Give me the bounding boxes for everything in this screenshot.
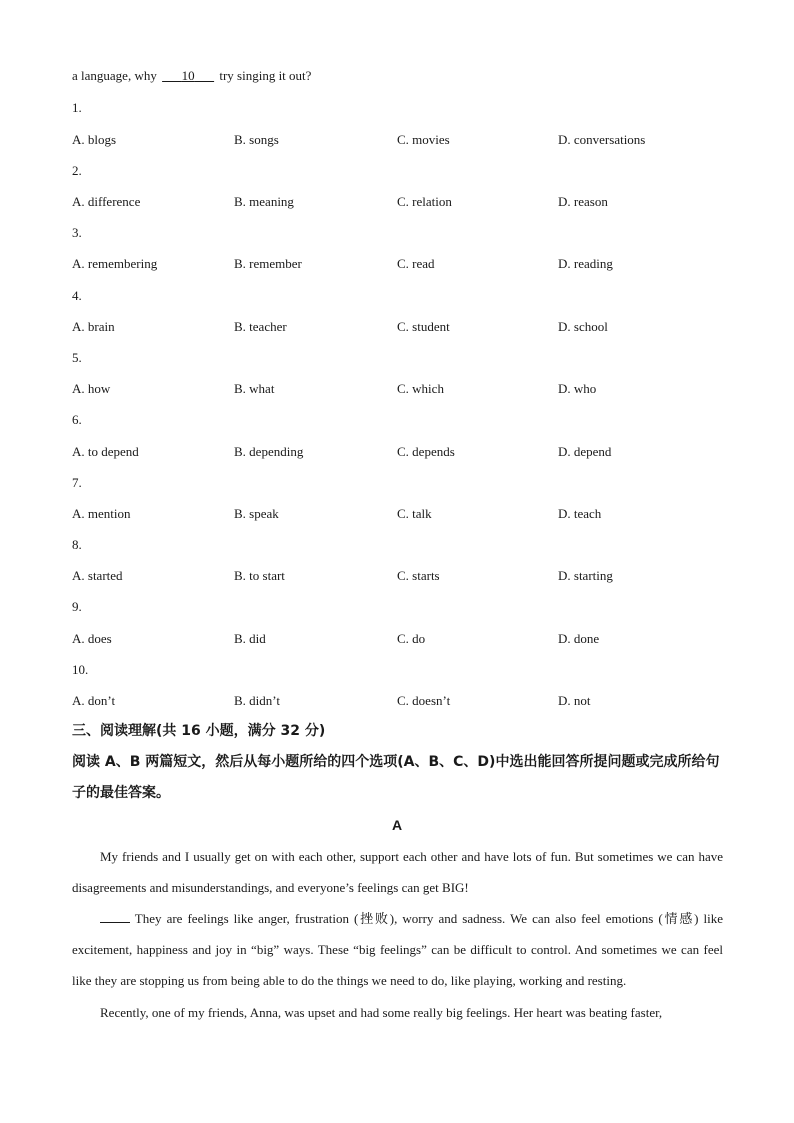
options-row	[72, 381, 752, 397]
question-number: 3.	[72, 225, 82, 240]
options-row	[72, 693, 752, 709]
option-c: C. starts	[397, 568, 440, 583]
option-a: A. mention	[72, 506, 131, 521]
option-a: A. blogs	[72, 132, 117, 147]
option-c: C. talk	[397, 506, 432, 521]
option-c: C. depends	[397, 444, 455, 459]
passage-paragraph-3: Recently, one of my friends, Anna, was upset and had some really big feelings. Her heart was beating faster,	[100, 1005, 663, 1020]
option-d: D. who	[558, 381, 597, 396]
question-number: 2.	[72, 163, 82, 178]
intro-after: try singing it out?	[216, 68, 312, 83]
option-d: D. teach	[558, 506, 602, 521]
option-d: D. done	[558, 631, 600, 646]
intro-line	[72, 68, 311, 84]
option-d: D. reason	[558, 194, 608, 209]
option-b: B. didn’t	[234, 693, 280, 708]
option-b: B. did	[234, 631, 266, 646]
option-b: B. what	[234, 381, 275, 396]
passage-paragraph-1: My friends and I usually get on with each other, support each other and have lots of fun. But sometimes we can have disagreements and misunderstandings, and everyone’s feelings can get BIG!	[72, 849, 723, 895]
question-number: 7.	[72, 475, 82, 490]
option-a: A. started	[72, 568, 123, 583]
option-c: C. student	[397, 319, 450, 334]
option-c: C. relation	[397, 194, 452, 209]
option-c: C. doesn’t	[397, 693, 451, 708]
options-row	[72, 444, 752, 460]
answer-blank	[100, 910, 130, 923]
blank-10: 10	[181, 68, 195, 83]
question-number: 9.	[72, 599, 82, 614]
options-row	[72, 319, 752, 335]
options-row	[72, 568, 752, 584]
option-b: B. remember	[234, 256, 302, 271]
option-a: A. don’t	[72, 693, 116, 708]
options-row	[72, 256, 752, 272]
option-a: A. remembering	[72, 256, 158, 271]
question-number: 6.	[72, 412, 82, 427]
option-a: A. does	[72, 631, 112, 646]
option-a: A. difference	[72, 194, 141, 209]
option-c: C. read	[397, 256, 435, 271]
option-c: C. movies	[397, 132, 450, 147]
option-b: B. teacher	[234, 319, 287, 334]
options-row	[72, 194, 752, 210]
option-b: B. depending	[234, 444, 304, 459]
option-d: D. starting	[558, 568, 613, 583]
section-instruction: 阅读 A、B 两篇短文，然后从每小题所给的四个选项(A、B、C、D)中选出能回答所提问题或完成所给句子的最佳答案。	[72, 754, 720, 801]
option-a: A. brain	[72, 319, 115, 334]
option-b: B. songs	[234, 132, 279, 147]
option-b: B. meaning	[234, 194, 294, 209]
option-a: A. to depend	[72, 444, 139, 459]
option-d: D. depend	[558, 444, 612, 459]
passage-paragraph-2	[72, 903, 723, 996]
question-number: 1.	[72, 100, 82, 115]
question-number: 8.	[72, 537, 82, 552]
paragraph-2-text: They are feelings like anger, frustration (挫败), worry and sadness. We can also feel emotions (情感) like excitement, happiness and joy in “big” ways. These “big feelings” can be difficult to control. And sometimes we can feel like they are stopping us from being able to do the things we need to do, like playing, working and resting.	[72, 911, 723, 988]
option-b: B. speak	[234, 506, 279, 521]
option-d: D. conversations	[558, 132, 646, 147]
question-number: 5.	[72, 350, 82, 365]
option-d: D. school	[558, 319, 608, 334]
option-c: C. which	[397, 381, 444, 396]
question-number: 4.	[72, 288, 82, 303]
option-a: A. how	[72, 381, 111, 396]
option-d: D. not	[558, 693, 591, 708]
option-c: C. do	[397, 631, 426, 646]
passage-title: A	[391, 817, 403, 833]
options-row	[72, 631, 752, 647]
options-row	[72, 132, 752, 148]
option-d: D. reading	[558, 256, 613, 271]
options-row	[72, 506, 752, 522]
section-heading: 三、阅读理解(共 16 小题，满分 32 分)	[72, 723, 326, 739]
question-number: 10.	[72, 662, 89, 677]
option-b: B. to start	[234, 568, 285, 583]
intro-before: a language, why	[72, 68, 161, 83]
